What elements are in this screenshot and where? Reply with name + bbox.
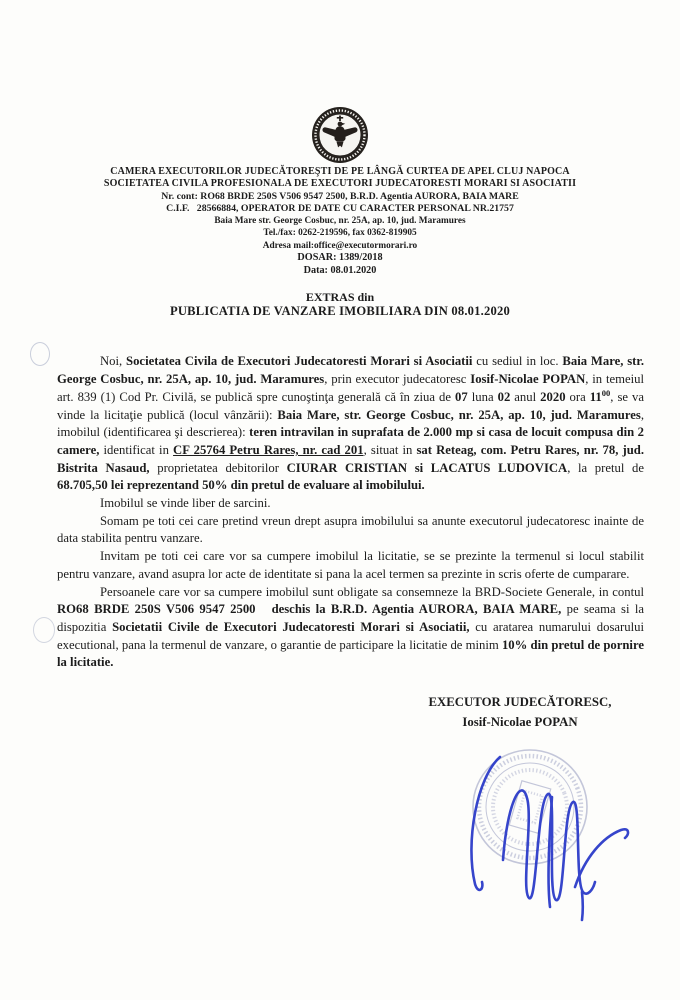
text-segment: 68.705,50 lei reprezentand 50% din pretul de evaluare al imobilului. xyxy=(57,478,425,493)
handwritten-signature-icon xyxy=(471,757,628,920)
signatory-role: EXECUTOR JUDECĂTORESC, xyxy=(428,695,612,710)
text-segment: 00 xyxy=(601,387,611,398)
title-line1: EXTRAS din xyxy=(305,290,375,305)
text-segment: sat Reteag, com. Petru Rares, nr. 78, jud. Bistrita Nasaud, xyxy=(57,442,644,475)
paragraph xyxy=(57,353,644,495)
org-name-line2: SOCIETATEA CIVILA PROFESIONALA DE EXECUTORI JUDECATORESTI MORARI SI ASOCIATII xyxy=(103,178,577,190)
text-segment: ora xyxy=(565,389,590,404)
text-segment: anul xyxy=(510,389,541,404)
text-segment: Societatea Civila de Executori Judecatoresti Morari si Asociatii xyxy=(126,354,473,369)
address-line: Baia Mare str. George Cosbuc, nr. 25A, ap. 10, jud. Maramures xyxy=(214,216,466,227)
text-segment: , se va vinde la licitaţie publică (locul vânzării): xyxy=(57,389,645,422)
text-segment: Baia Mare, str. George Cosbuc, nr. 25A, ap. 10, jud. Maramures xyxy=(57,354,645,387)
bank-account-line: Nr. cont: RO68 BRDE 250S V506 9547 2500, B.R.D. Agentia AURORA, BAIA MARE xyxy=(161,190,519,202)
binder-hole-bottom xyxy=(33,617,55,643)
text-segment: Baia Mare, str. George Cosbuc, nr. 25A, ap. 10, jud. Maramures xyxy=(277,407,641,422)
email-line: Adresa mail:office@executormorari.ro xyxy=(262,240,418,251)
paragraph xyxy=(57,513,644,548)
stamp-and-signature xyxy=(425,742,665,982)
signatory-name: Iosif-Nicolae POPAN xyxy=(462,715,578,730)
round-office-stamp-icon xyxy=(456,742,604,881)
title-line2: PUBLICATIA DE VANZARE IMOBILIARA DIN 08.01.2020 xyxy=(169,304,511,319)
text-segment: , imobilul (identificarea şi descrierea): xyxy=(57,407,644,440)
text-segment: Invitam pe toti cei care vor sa cumpere imobilul la licitatie, se se prezinte la termenul si locul stabilit pentru vanzare, avand asupra lor acte de identitate si pana la acel termen sa prezinte in scris oferte de cumparare. xyxy=(57,549,644,581)
text-segment: Imobilul se vinde liber de sarcini. xyxy=(100,496,271,511)
text-segment: , la pretul de xyxy=(567,460,645,475)
org-name-line1: CAMERA EXECUTORILOR JUDECĂTOREŞTI DE PE LÂNGĂ CURTEA DE APEL CLUJ NAPOCA xyxy=(110,166,570,177)
text-segment: luna xyxy=(467,389,498,404)
text-segment: , prin executor judecatoresc xyxy=(324,372,471,387)
paragraph xyxy=(57,584,644,673)
document-title xyxy=(0,290,680,319)
text-segment: deschis la B.R.D. Agentia AURORA, BAIA MARE, xyxy=(271,602,562,617)
text-segment: 10% din pretul de pornire la licitatie. xyxy=(57,637,644,670)
text-segment: Iosif-Nicolae POPAN xyxy=(470,372,586,387)
text-segment: Somam pe toti cei care pretind vreun drept asupra imobilului sa anunte executorul judecatoresc inainte de data stabilita pentru vanzare. xyxy=(57,513,644,546)
text-segment: RO68 BRDE 250S V506 9547 2500 xyxy=(57,602,256,617)
binder-hole-top xyxy=(30,342,50,366)
text-segment: CF 25764 Petru Rares, nr. cad 201 xyxy=(173,442,364,457)
dosar-number: DOSAR: 1389/2018 xyxy=(297,251,383,263)
text-segment: 07 xyxy=(455,389,468,404)
text-segment: , in temeiul art. 839 (1) Cod Pr. Civilă, se publică spre cunoştinţa generală că în ziua de xyxy=(57,372,645,404)
text-segment xyxy=(256,602,272,616)
text-segment: pe seama si la dispozitia xyxy=(57,602,644,634)
text-segment: CIURAR CRISTIAN si LACATUS LUDOVICA xyxy=(286,460,568,475)
text-segment: 2020 xyxy=(540,389,566,404)
paragraph xyxy=(57,495,644,513)
text-segment: Persoanele care vor sa cumpere imobilul sunt obligate sa consemneze la BRD-Societe Generale, in contul xyxy=(100,584,644,599)
text-segment: Noi, xyxy=(100,354,127,369)
text-segment: Societatii Civile de Executori Judecatoresti Morari si Asociatii, xyxy=(112,619,470,634)
signature-block xyxy=(410,692,630,732)
body-paragraphs xyxy=(57,353,644,672)
text-segment: teren intravilan in suprafata de 2.000 mp si casa de locuit compusa din 2 camere, xyxy=(57,425,644,457)
text-segment: identificat in xyxy=(99,442,174,457)
text-segment: 02 xyxy=(497,389,511,404)
text-segment: 11 xyxy=(589,389,602,404)
phone-line: Tel./fax: 0262-219596, fax 0362-819905 xyxy=(263,228,417,239)
paragraph xyxy=(57,548,644,583)
document-date: Data: 08.01.2020 xyxy=(303,264,377,276)
cif-line: C.I.F. 28566884, OPERATOR DE DATE CU CARACTER PERSONAL NR.21757 xyxy=(166,203,514,215)
letterhead xyxy=(0,0,680,277)
coat-of-arms-seal-icon xyxy=(311,106,369,164)
text-segment: proprietatea debitorilor xyxy=(149,460,287,475)
text-segment: cu sediul in loc. xyxy=(472,354,563,369)
text-segment: cu aratarea numarului dosarului executional, pana la termenul de vanzare, o garantie de participare la licitatie de minim xyxy=(57,619,644,652)
text-segment: , situat in xyxy=(363,442,417,457)
